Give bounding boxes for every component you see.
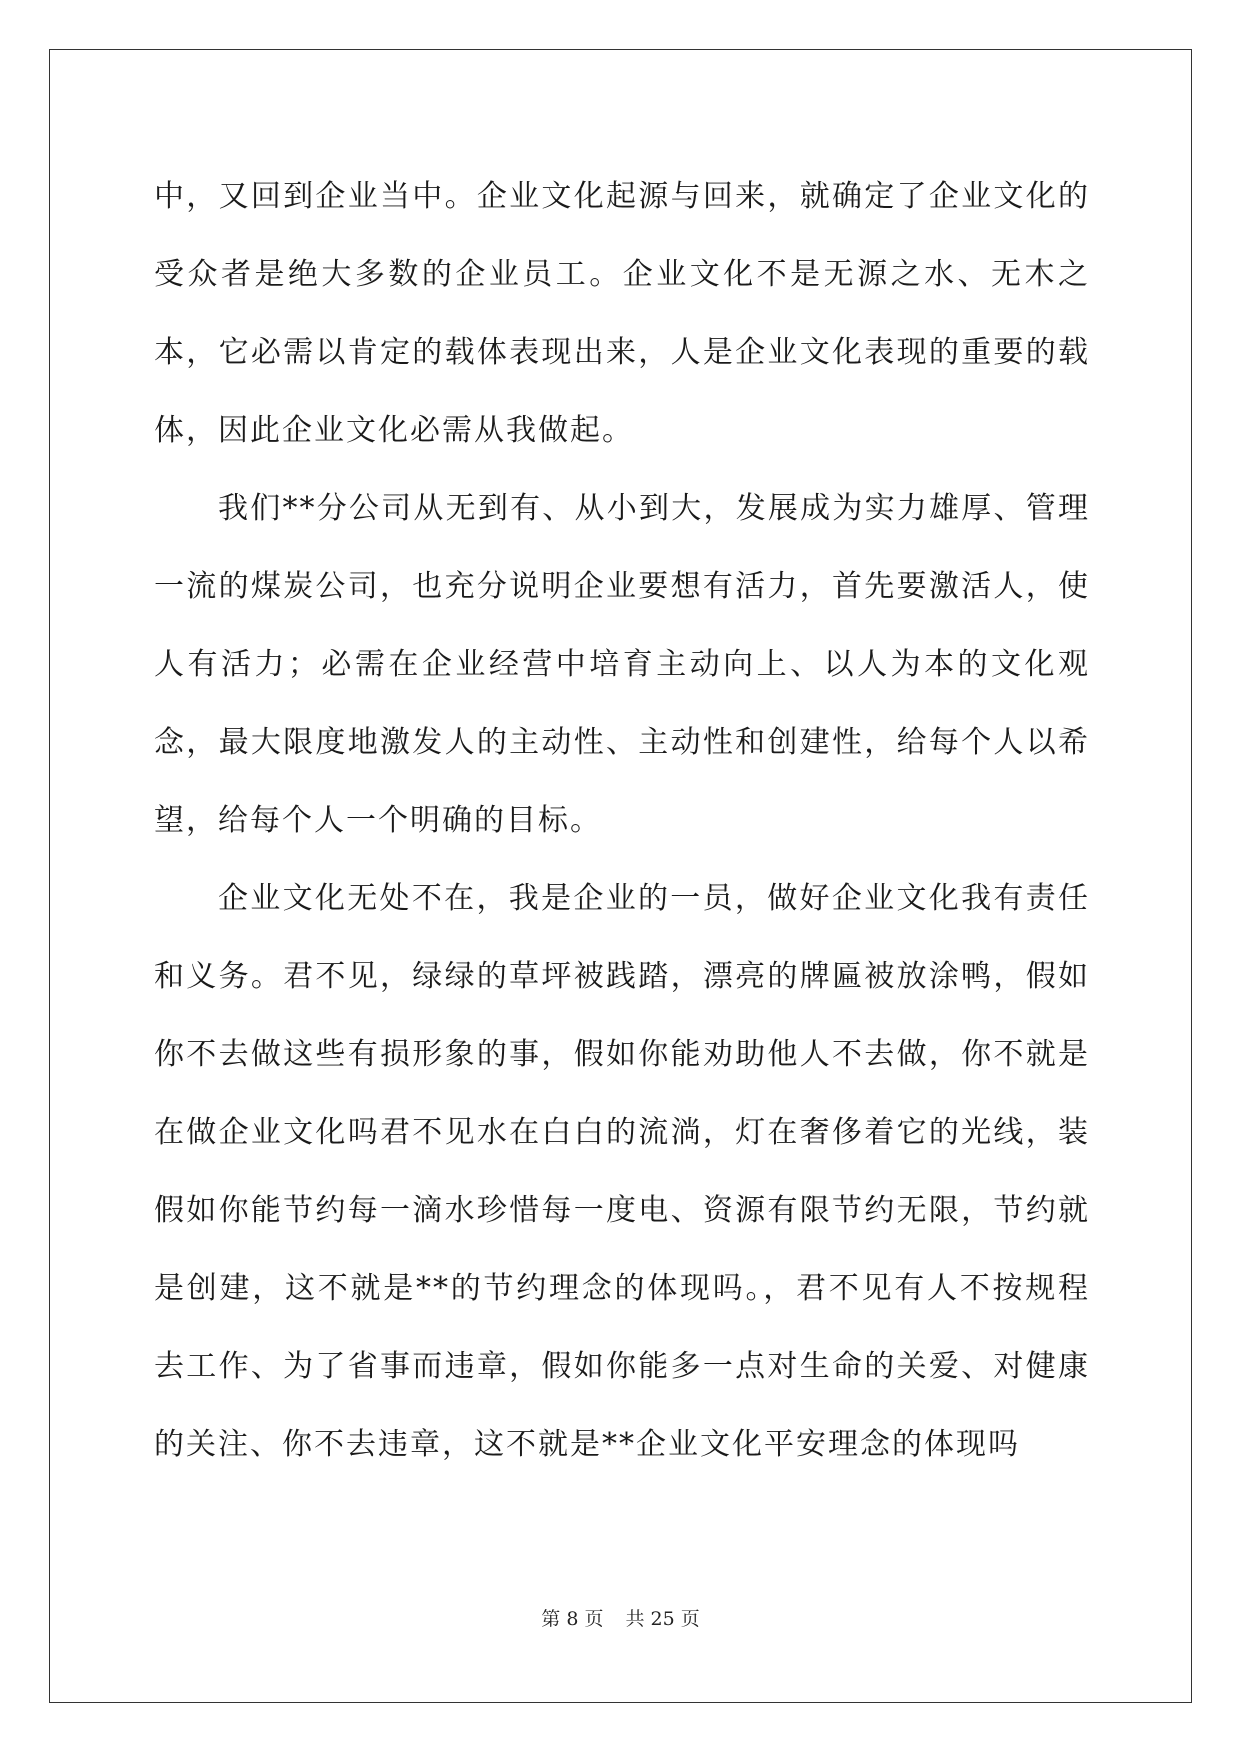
- paragraph-3: 企业文化无处不在，我是企业的一员，做好企业文化我有责任和义务。君不见，绿绿的草坪被践踏，漂亮的牌匾被放涂鸭，假如你不去做这些有损形象的事，假如你能劝助他人不去做，你不就是在做企业文化吗君不见水在白白的流淌，灯在奢侈着它的光线，装假如你能节约每一滴水珍惜每一度电、资源有限节约无限，节约就是创建，这不就是**的节约理念的体现吗。，君不见有人不按规程去工作、为了省事而违章，假如你能多一点对生命的关爱、对健康的关注、你不去违章，这不就是**企业文化平安理念的体现吗: [154, 881, 1090, 1462]
- page-footer: [0, 1604, 1241, 1631]
- page-total: 共 25 页: [625, 1608, 700, 1630]
- paragraph-2: 我们**分公司从无到有、从小到大，发展成为实力雄厚、管理一流的煤炭公司，也充分说明企业要想有活力，首先要激活人，使人有活力；必需在企业经营中培育主动向上、以人为本的文化观念，最大限度地激发人的主动性、主动性和创建性，给每个人以希望，给每个人一个明确的目标。: [154, 491, 1090, 838]
- document-body: [154, 158, 1090, 1484]
- paragraph-1: 中，又回到企业当中。企业文化起源与回来，就确定了企业文化的受众者是绝大多数的企业员工。企业文化不是无源之水、无木之本，它必需以肯定的载体表现出来，人是企业文化表现的重要的载体，因此企业文化必需从我做起。: [154, 179, 1090, 448]
- page-number: 第 8 页: [541, 1608, 604, 1630]
